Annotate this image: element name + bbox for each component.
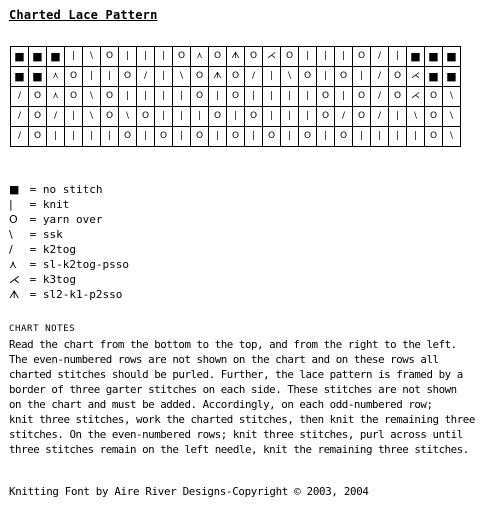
chart-cell: / [47, 107, 65, 127]
legend-symbol: / [9, 243, 13, 256]
legend-label: = k2tog [29, 243, 76, 256]
chart-cell: | [173, 107, 191, 127]
legend-label: = knit [29, 198, 70, 211]
chart-cell: | [353, 67, 371, 87]
legend-symbol: ■ [9, 183, 20, 196]
chart-cell: ■ [29, 67, 47, 87]
chart-cell: | [371, 127, 389, 147]
chart-cell: / [11, 87, 29, 107]
notes-line: stitches. On the even-numbered rows; knit three stitches, purl across until [9, 428, 463, 441]
legend-label: = sl2-k1-p2sso [29, 288, 123, 301]
legend-label: = k3tog [29, 273, 76, 286]
chart-cell: | [281, 107, 299, 127]
legend-row [9, 197, 129, 212]
chart-cell: O [227, 67, 245, 87]
copyright-footer: Knitting Font by Aire River Designs-Copyright © 2003, 2004 [9, 485, 369, 498]
chart-cell: O [101, 107, 119, 127]
chart-cell: ■ [443, 47, 461, 67]
legend-row [9, 257, 129, 272]
chart-cell: | [407, 127, 425, 147]
chart-cell: / [371, 87, 389, 107]
notes-line: knit three stitches, work the charted stitches, then knit the remaining three [9, 413, 475, 426]
chart-cell: \ [407, 107, 425, 127]
chart-cell: \ [443, 127, 461, 147]
chart-cell: | [281, 87, 299, 107]
chart-cell: O [353, 47, 371, 67]
chart-cell: | [389, 127, 407, 147]
chart-cell: | [65, 47, 83, 67]
chart-cell: O [299, 67, 317, 87]
chart-row [11, 127, 461, 147]
notes-line: The even-numbered rows are not shown on the chart and on these rows all [9, 353, 439, 366]
chart-cell: ■ [29, 47, 47, 67]
chart-cell: ⋏ [47, 87, 65, 107]
chart-cell: O [119, 127, 137, 147]
chart-cell: ⋏ [47, 67, 65, 87]
chart-row [11, 67, 461, 87]
chart-cell: ⋌ [263, 47, 281, 67]
notes-line: on the chart and must be added. Accordingly, on each odd-numbered row; [9, 398, 433, 411]
chart-row [11, 87, 461, 107]
legend-symbol: ⋏ [9, 258, 18, 271]
chart-cell: O [317, 107, 335, 127]
chart-cell: ⋌ [407, 87, 425, 107]
chart-cell: O [335, 67, 353, 87]
notes-line: three stitches remain on the left needle, knit the remaining three stitches. [9, 443, 469, 456]
chart-cell: | [317, 127, 335, 147]
chart-cell: / [245, 67, 263, 87]
chart-cell: ⋌ [407, 67, 425, 87]
chart-cell: | [317, 47, 335, 67]
chart-cell: | [335, 47, 353, 67]
legend-label: = no stitch [29, 183, 103, 196]
chart-cell: | [137, 47, 155, 67]
legend-row [9, 182, 129, 197]
chart-notes-text [9, 337, 479, 457]
chart-cell: | [245, 127, 263, 147]
chart-cell: | [299, 87, 317, 107]
chart-cell: / [371, 67, 389, 87]
chart-cell: | [137, 87, 155, 107]
chart-cell: | [137, 127, 155, 147]
chart-cell: O [65, 67, 83, 87]
chart-row [11, 107, 461, 127]
legend-symbol: ⋌ [9, 273, 20, 286]
chart-cell: ■ [443, 67, 461, 87]
lace-chart [10, 46, 461, 147]
chart-cell: O [353, 107, 371, 127]
chart-cell: | [335, 87, 353, 107]
chart-row [11, 47, 461, 67]
chart-cell: O [263, 127, 281, 147]
chart-cell: O [209, 107, 227, 127]
chart-cell: ■ [11, 67, 29, 87]
chart-cell: O [317, 87, 335, 107]
chart-cell: \ [281, 67, 299, 87]
chart-cell: / [371, 47, 389, 67]
chart-cell: O [425, 87, 443, 107]
chart-cell: | [119, 87, 137, 107]
chart-cell: | [299, 107, 317, 127]
chart-cell: ■ [425, 47, 443, 67]
chart-cell: O [29, 107, 47, 127]
chart-cell: O [137, 107, 155, 127]
chart-cell: | [209, 127, 227, 147]
notes-line: border of three garter stitches on each side. These stitches are not shown [9, 383, 457, 396]
chart-cell: / [335, 107, 353, 127]
chart-cell: O [155, 127, 173, 147]
chart-cell: | [173, 127, 191, 147]
legend-row [9, 287, 129, 302]
legend-row [9, 212, 129, 227]
chart-cell: O [101, 87, 119, 107]
chart-cell: | [389, 47, 407, 67]
chart-cell: | [191, 107, 209, 127]
chart-cell: O [299, 127, 317, 147]
chart-cell: O [389, 67, 407, 87]
chart-cell: | [299, 47, 317, 67]
notes-line: Read the chart from the bottom to the top, and from the right to the left. [9, 338, 457, 351]
chart-cell: | [83, 127, 101, 147]
chart-cell: O [65, 87, 83, 107]
chart-cell: O [353, 87, 371, 107]
chart-cell: | [389, 107, 407, 127]
chart-cell: / [371, 107, 389, 127]
chart-cell: O [389, 87, 407, 107]
chart-cell: O [425, 107, 443, 127]
chart-cell: O [173, 47, 191, 67]
chart-cell: O [29, 87, 47, 107]
legend-row [9, 227, 129, 242]
chart-cell: \ [443, 87, 461, 107]
chart-cell: O [101, 47, 119, 67]
chart-cell: O [119, 67, 137, 87]
chart-cell: O [245, 47, 263, 67]
chart-cell: | [281, 127, 299, 147]
chart-cell: | [317, 67, 335, 87]
chart-cell: | [353, 127, 371, 147]
chart-cell: | [155, 107, 173, 127]
symbol-legend [9, 182, 129, 302]
chart-cell: O [29, 127, 47, 147]
chart-cell: ■ [425, 67, 443, 87]
chart-cell: | [101, 67, 119, 87]
chart-cell: \ [443, 107, 461, 127]
legend-label: = sl-k2tog-psso [29, 258, 129, 271]
chart-cell: | [65, 127, 83, 147]
chart-cell: / [11, 127, 29, 147]
chart-cell: | [227, 107, 245, 127]
chart-cell: | [245, 87, 263, 107]
chart-cell: | [119, 47, 137, 67]
chart-cell: \ [119, 107, 137, 127]
chart-cell: \ [173, 67, 191, 87]
legend-row [9, 272, 129, 287]
chart-cell: O [209, 47, 227, 67]
notes-line: charted stitches should be purled. Further, the lace pattern is framed by a [9, 368, 463, 381]
legend-label: = yarn over [29, 213, 103, 226]
legend-label: = ssk [29, 228, 63, 241]
chart-cell: / [11, 107, 29, 127]
chart-cell: O [227, 87, 245, 107]
chart-cell: O [245, 107, 263, 127]
chart-cell: | [173, 87, 191, 107]
chart-cell: O [227, 127, 245, 147]
legend-symbol: O [9, 213, 18, 226]
legend-symbol: \ [9, 228, 13, 241]
chart-cell: / [137, 67, 155, 87]
chart-cell: ⋏ [191, 47, 209, 67]
legend-row [9, 242, 129, 257]
chart-cell: \ [83, 87, 101, 107]
chart-cell: \ [83, 47, 101, 67]
chart-cell: | [209, 87, 227, 107]
chart-notes-heading: CHART NOTES [9, 324, 76, 334]
chart-cell: O [425, 127, 443, 147]
chart-cell: \ [83, 107, 101, 127]
chart-cell: ■ [11, 47, 29, 67]
chart-cell: | [155, 87, 173, 107]
chart-cell: O [191, 67, 209, 87]
legend-symbol: | [9, 198, 13, 211]
chart-cell: ᗑ [209, 67, 227, 87]
chart-cell: ■ [407, 47, 425, 67]
chart-cell: | [101, 127, 119, 147]
chart-cell: | [263, 87, 281, 107]
chart-cell: | [47, 127, 65, 147]
chart-cell: O [191, 87, 209, 107]
chart-cell: | [83, 67, 101, 87]
chart-cell: O [191, 127, 209, 147]
chart-cell: | [263, 107, 281, 127]
legend-symbol: ᗑ [9, 288, 20, 301]
chart-cell: ■ [47, 47, 65, 67]
chart-cell: | [263, 67, 281, 87]
chart-cell: ᗑ [227, 47, 245, 67]
chart-cell: | [155, 47, 173, 67]
chart-cell: O [281, 47, 299, 67]
chart-cell: O [335, 127, 353, 147]
page-title: Charted Lace Pattern [9, 8, 158, 22]
chart-cell: | [65, 107, 83, 127]
chart-cell: | [155, 67, 173, 87]
